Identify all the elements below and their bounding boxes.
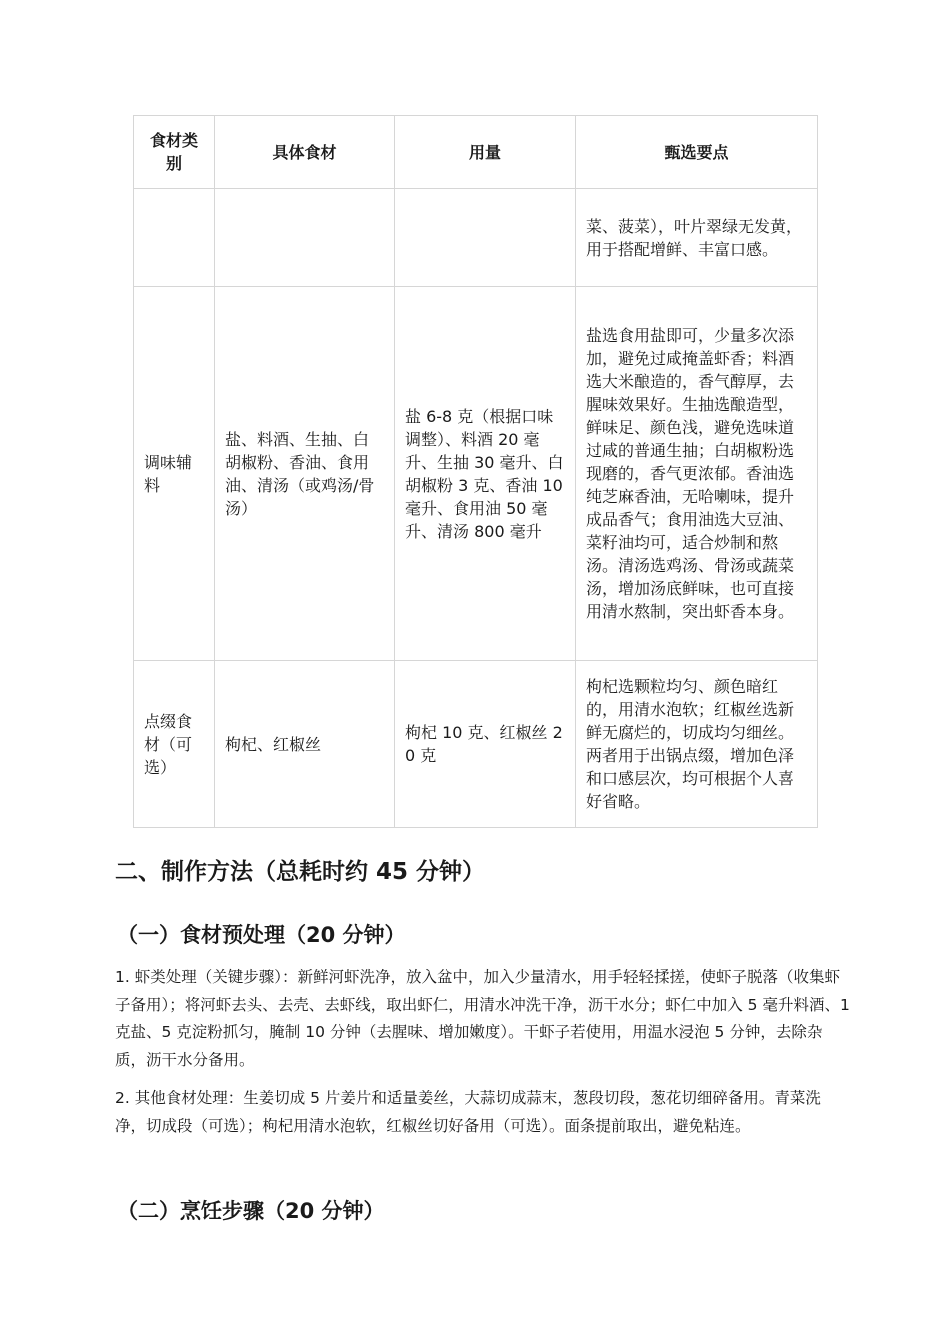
cell-ingredients	[215, 189, 395, 287]
paragraph-shrimp-prep: 1. 虾类处理（关键步骤）：新鲜河虾洗净，放入盆中，加入少量清水，用手轻轻揉搓，使虾子脱落（收集虾子备用）；将河虾去头、去壳、去虾线，取出虾仁，用清水冲洗干净，沥干水分；虾仁中加入 5 毫升料酒、1 克盐、5 克淀粉抓匀，腌制 10 分钟（去腥味、增加嫩度）。干虾子若使用，用温水浸泡 5 分钟，去除杂质，沥干水分备用。	[115, 968, 850, 1069]
cell-tips: 枸杞选颗粒均匀、颜色暗红的，用清水泡软；红椒丝选新鲜无腐烂的，切成均匀细丝。两者用于出锅点缀，增加色泽和口感层次，均可根据个人喜好省略。	[576, 661, 818, 828]
header-category: 食材类别	[134, 116, 215, 189]
header-ingredients: 具体食材	[215, 116, 395, 189]
subsection-title-prep: （一）食材预处理（20 分钟）	[117, 923, 406, 947]
paragraph-other-prep: 2. 其他食材处理：生姜切成 5 片姜片和适量姜丝，大蒜切成蒜末，葱段切段，葱花切细碎备用。青菜洗净，切成段（可选）；枸杞用清水泡软，红椒丝切好备用（可选）。面条提前取出，避免粘连。	[115, 1089, 821, 1135]
table-header-row	[134, 116, 818, 189]
section-title: 二、制作方法（总耗时约 45 分钟）	[115, 859, 486, 885]
cell-amount: 枸杞 10 克、红椒丝 20 克	[395, 661, 576, 828]
cell-ingredients: 盐、料酒、生抽、白胡椒粉、香油、食用油、清汤（或鸡汤/骨汤）	[215, 287, 395, 661]
cell-ingredients: 枸杞、红椒丝	[215, 661, 395, 828]
cell-tips: 盐选食用盐即可，少量多次添加，避免过咸掩盖虾香；料酒选大米酿造的，香气醇厚，去腥味效果好。生抽选酿造型，鲜味足、颜色浅，避免选味道过咸的普通生抽；白胡椒粉选现磨的，香气更浓郁。香油选纯芝麻香油，无哈喇味，提升成品香气；食用油选大豆油、菜籽油均可，适合炒制和熬汤。清汤选鸡汤、骨汤或蔬菜汤，增加汤底鲜味，也可直接用清水熬制，突出虾香本身。	[576, 287, 818, 661]
cell-category	[134, 189, 215, 287]
subsection-title-cooking: （二）烹饪步骤（20 分钟）	[117, 1199, 385, 1223]
header-tips: 甄选要点	[576, 116, 818, 189]
header-amount: 用量	[395, 116, 576, 189]
cell-tips: 菜、菠菜），叶片翠绿无发黄，用于搭配增鲜、丰富口感。	[576, 189, 818, 287]
table-row	[134, 287, 818, 661]
ingredients-table	[133, 115, 818, 828]
table-row	[134, 661, 818, 828]
cell-category: 调味辅料	[134, 287, 215, 661]
cell-amount	[395, 189, 576, 287]
table-row	[134, 189, 818, 287]
cell-amount: 盐 6-8 克（根据口味调整）、料酒 20 毫升、生抽 30 毫升、白胡椒粉 3 克、香油 10 毫升、食用油 50 毫升、清汤 800 毫升	[395, 287, 576, 661]
cell-category: 点缀食材（可选）	[134, 661, 215, 828]
